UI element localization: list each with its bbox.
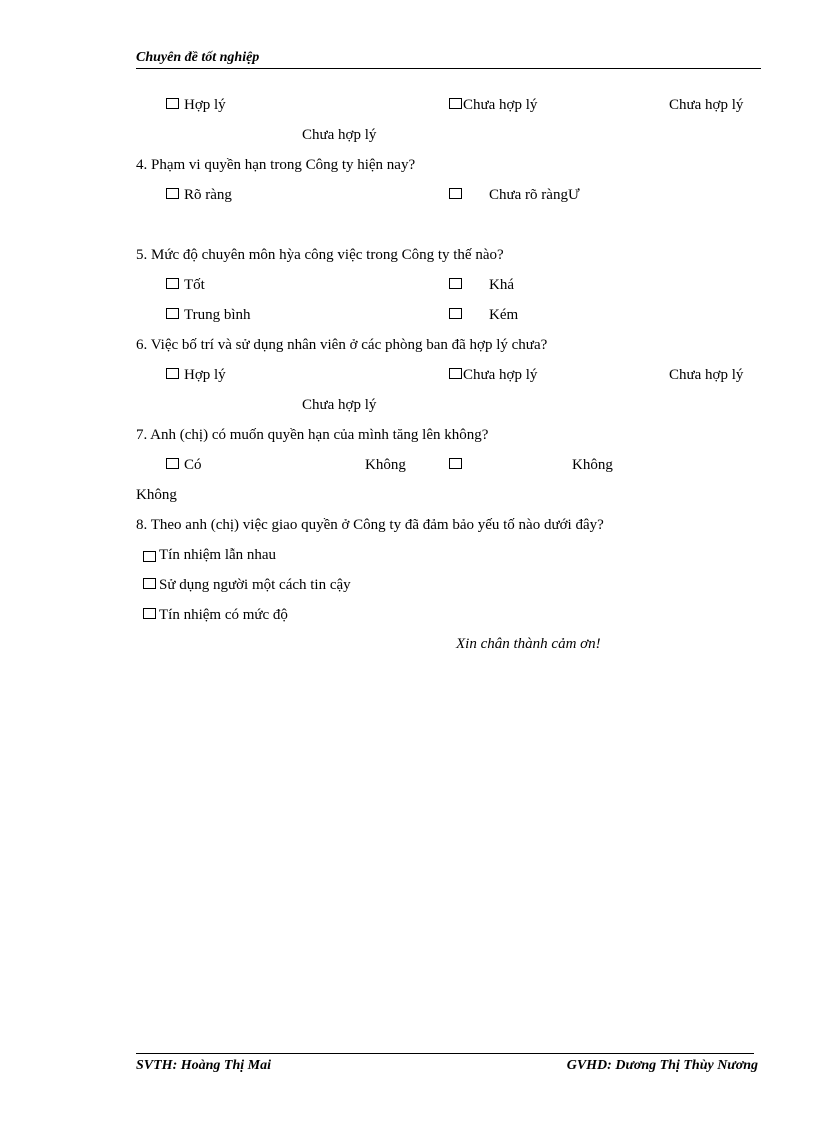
- q3-text-not-reasonable: Chưa hợp lý: [669, 97, 744, 113]
- checkbox-icon[interactable]: [143, 551, 156, 562]
- q6-question: 6. Việc bố trí và sử dụng nhân viên ở các phòng ban đã hợp lý chưa?: [136, 337, 548, 353]
- q8-question: 8. Theo anh (chị) việc giao quyền ở Công ty đã đảm bảo yếu tố nào dưới đây?: [136, 517, 604, 533]
- checkbox-icon[interactable]: [449, 308, 462, 319]
- q8-option-limited-trust[interactable]: Tín nhiệm có mức độ: [143, 606, 288, 624]
- checkbox-icon[interactable]: [166, 458, 179, 469]
- q4-option-unclear[interactable]: Chưa rõ ràngƯ: [449, 186, 580, 204]
- checkbox-icon[interactable]: [166, 278, 179, 289]
- q7-text-no: Không: [365, 457, 406, 473]
- q7-text-no-2: Không: [136, 487, 177, 503]
- checkbox-icon[interactable]: [166, 308, 179, 319]
- footer-student: SVTH: Hoàng Thị Mai: [136, 1058, 271, 1073]
- q7-question: 7. Anh (chị) có muốn quyền hạn của mình tăng lên không?: [136, 427, 489, 443]
- checkbox-icon[interactable]: [166, 368, 179, 379]
- checkbox-icon[interactable]: [166, 188, 179, 199]
- checkbox-icon[interactable]: [143, 608, 156, 619]
- checkbox-icon[interactable]: [166, 98, 179, 109]
- q8-option-reliable-use[interactable]: Sử dụng người một cách tin cậy: [143, 576, 351, 594]
- q5-option-good[interactable]: Tốt: [166, 276, 205, 294]
- q7-option-yes[interactable]: Có: [166, 456, 202, 474]
- page-header-title: Chuyên đề tốt nghiệp: [136, 50, 260, 65]
- q3-option-reasonable[interactable]: Hợp lý: [166, 96, 226, 114]
- q3-text-not-reasonable-2: Chưa hợp lý: [302, 127, 377, 143]
- q4-option-clear[interactable]: Rõ ràng: [166, 186, 232, 204]
- q8-option-mutual-trust[interactable]: Tín nhiệm lẫn nhau: [143, 546, 276, 564]
- q6-option-not-reasonable[interactable]: Chưa hợp lý: [449, 366, 537, 384]
- q5-option-poor[interactable]: Kém: [449, 306, 518, 324]
- q7-option-no[interactable]: Không: [449, 456, 613, 474]
- header-rule: [136, 68, 761, 69]
- checkbox-icon[interactable]: [449, 278, 462, 289]
- q4-question: 4. Phạm vi quyền hạn trong Công ty hiện nay?: [136, 157, 416, 173]
- q6-option-reasonable[interactable]: Hợp lý: [166, 366, 226, 384]
- closing-thanks: Xin chân thành cảm ơn!: [456, 636, 601, 652]
- checkbox-icon[interactable]: [449, 368, 462, 379]
- checkbox-icon[interactable]: [143, 578, 156, 589]
- q5-option-fair[interactable]: Khá: [449, 276, 514, 294]
- q5-question: 5. Mức độ chuyên môn hỳa công việc trong Công ty thế nào?: [136, 247, 504, 263]
- checkbox-icon[interactable]: [449, 188, 462, 199]
- q6-text-not-reasonable-2: Chưa hợp lý: [302, 397, 377, 413]
- q5-option-average[interactable]: Trung bình: [166, 306, 251, 324]
- checkbox-icon[interactable]: [449, 98, 462, 109]
- checkbox-icon[interactable]: [449, 458, 462, 469]
- q3-option-not-reasonable[interactable]: Chưa hợp lý: [449, 96, 537, 114]
- footer-rule: [136, 1053, 754, 1054]
- footer-supervisor: GVHD: Dương Thị Thùy Nương: [566, 1058, 758, 1073]
- q6-text-not-reasonable: Chưa hợp lý: [669, 367, 744, 383]
